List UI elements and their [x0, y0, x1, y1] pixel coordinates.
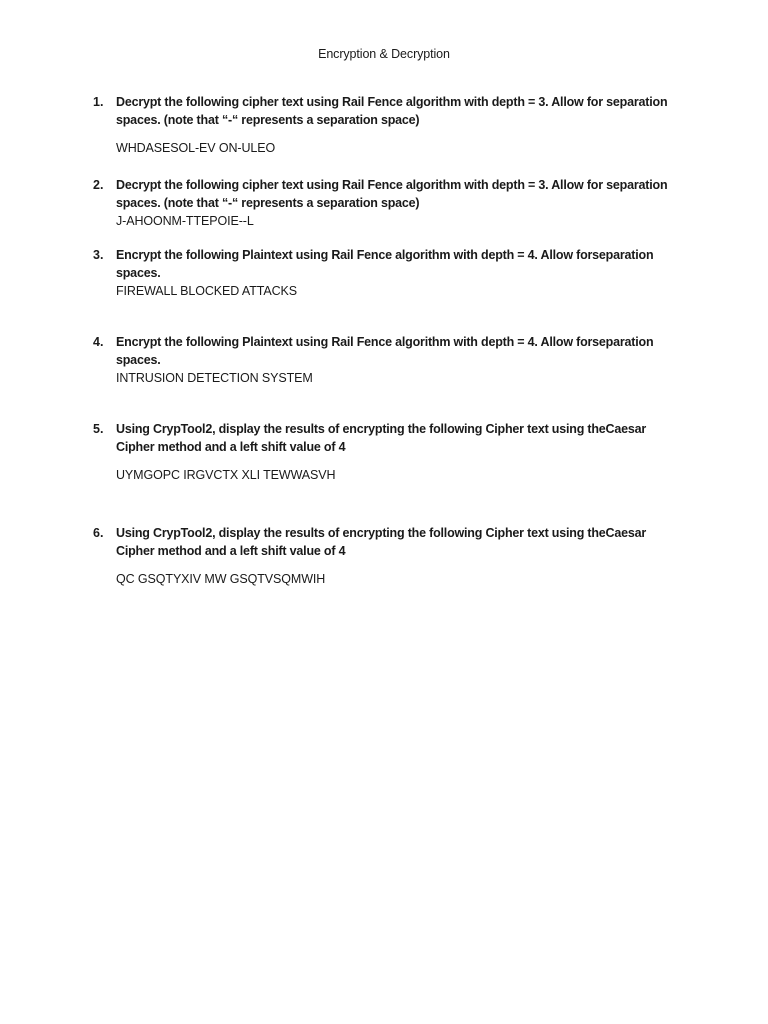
- question-body: [116, 176, 683, 230]
- question-text: Encrypt the following Plaintext using Rail Fence algorithm with depth = 4. Allow forseparation spaces.: [116, 248, 654, 280]
- question-text: Decrypt the following cipher text using Rail Fence algorithm with depth = 3. Allow for separation spaces. (note that “-“ represents a separation space): [116, 95, 668, 127]
- question-number: 4.: [93, 335, 104, 349]
- question-plaintext: INTRUSION DETECTION SYSTEM: [116, 371, 313, 385]
- question-cipher-text: WHDASESOL-EV ON-ULEO: [116, 141, 276, 155]
- question-body: [116, 333, 683, 387]
- question-cipher-text: UYMGOPC IRGVCTX XLI TEWWASVH: [116, 468, 336, 482]
- document-title: Encryption & Decryption: [318, 47, 450, 61]
- question-body: [116, 420, 683, 484]
- question-body: [116, 93, 683, 157]
- question-text: Using CrypTool2, display the results of encrypting the following Cipher text using theCaesar Cipher method and a left shift value of 4: [116, 422, 647, 454]
- question-cipher-text: QC GSQTYXIV MW GSQTVSQMWIH: [116, 572, 326, 586]
- question-text: Decrypt the following cipher text using Rail Fence algorithm with depth = 3. Allow for separation spaces. (note that “-“ represents a separation space): [116, 178, 668, 210]
- question-body: [116, 524, 683, 588]
- question-number: 3.: [93, 248, 104, 262]
- question-text: Using CrypTool2, display the results of encrypting the following Cipher text using theCaesar Cipher method and a left shift value of 4: [116, 526, 647, 558]
- question-number: 6.: [93, 526, 104, 540]
- question-plaintext: FIREWALL BLOCKED ATTACKS: [116, 284, 297, 298]
- question-number: 5.: [93, 422, 104, 436]
- question-number: 2.: [93, 178, 104, 192]
- question-text: Encrypt the following Plaintext using Rail Fence algorithm with depth = 4. Allow forseparation spaces.: [116, 335, 654, 367]
- question-number: 1.: [93, 95, 104, 109]
- question-cipher-text: J-AHOONM-TTEPOIE--L: [116, 214, 254, 228]
- question-body: [116, 246, 683, 300]
